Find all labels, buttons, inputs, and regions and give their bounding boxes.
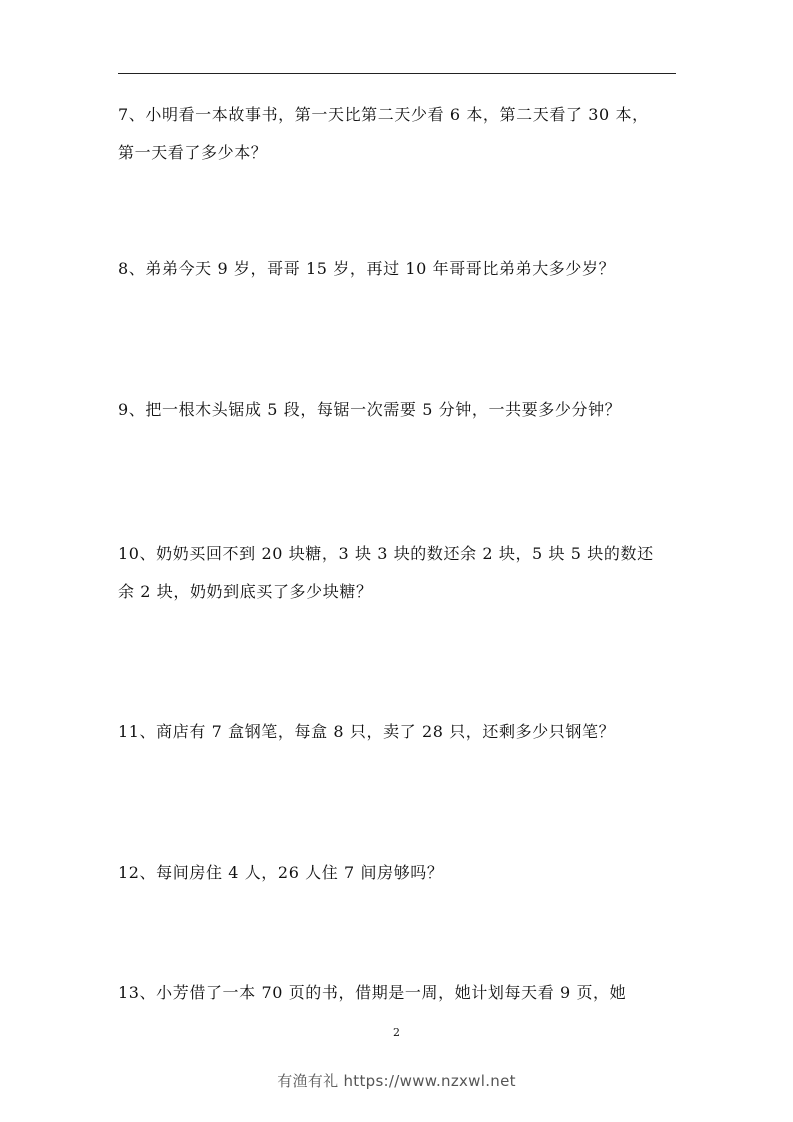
question-11 <box>118 713 678 751</box>
header-rule <box>118 73 676 74</box>
question-line: 8、弟弟今天 9 岁，哥哥 15 岁，再过 10 年哥哥比弟弟大多少岁？ <box>118 259 616 278</box>
question-8 <box>118 250 678 288</box>
question-line: 13、小芳借了一本 70 页的书，借期是一周，她计划每天看 9 页，她 <box>118 983 627 1002</box>
question-line: 10、奶奶买回不到 20 块糖，3 块 3 块的数还余 2 块，5 块 5 块的数还 <box>118 544 654 563</box>
question-line: 余 2 块，奶奶到底买了多少块糖？ <box>118 582 373 601</box>
watermark-footer: 有渔有礼 https://www.nzxwl.net <box>277 1072 516 1090</box>
page-number: 2 <box>393 1026 400 1039</box>
question-12 <box>118 854 678 892</box>
question-10 <box>118 535 678 611</box>
question-line: 12、每间房住 4 人，26 人住 7 间房够吗？ <box>118 863 444 882</box>
question-line: 9、把一根木头锯成 5 段，每锯一次需要 5 分钟，一共要多少分钟？ <box>118 400 622 419</box>
question-line: 第一天看了多少本？ <box>118 143 268 162</box>
question-line: 11、商店有 7 盒钢笔，每盒 8 只，卖了 28 只，还剩多少只钢笔？ <box>118 722 616 741</box>
question-7 <box>118 96 678 172</box>
question-9 <box>118 391 678 429</box>
question-line: 7、小明看一本故事书，第一天比第二天少看 6 本，第二天看了 30 本， <box>118 105 649 124</box>
question-13 <box>118 974 678 1012</box>
